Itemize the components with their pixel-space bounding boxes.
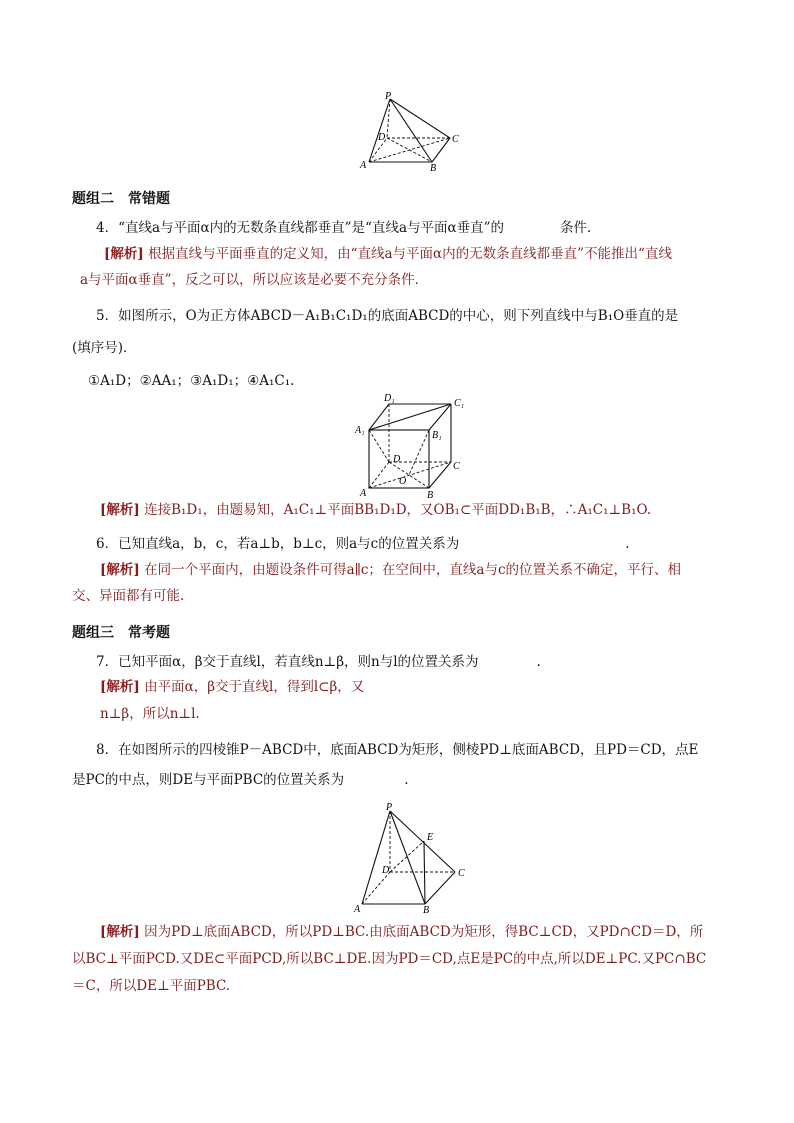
vertex-label-p: P	[386, 802, 393, 813]
vertex-label-c: C	[458, 868, 465, 879]
question-5-options: ①A₁D；②AA₁；③A₁D₁；④A₁C₁.	[88, 373, 295, 389]
question-7	[96, 653, 541, 671]
solution-text: 在同一个平面内，由题设条件可得a∥c；在空间中，直线a与c的位置关系不确定，平行、相	[144, 562, 682, 578]
solution-8-line-1	[100, 923, 703, 941]
group-heading: 题组三 常考题	[72, 625, 170, 641]
vertex-label-d1: D₁	[384, 393, 395, 404]
question-6	[96, 535, 630, 553]
solution-text: 连接B₁D₁，由题易知，A₁C₁⊥平面BB₁D₁D，又OB₁⊂平面DD₁B₁B，∴A₁C₁⊥B₁O.	[144, 502, 652, 518]
question-tail: .	[404, 772, 409, 788]
solution-4-line-1	[104, 245, 672, 263]
question-text: 7．已知平面α，β交于直线l，若直线n⊥β，则n与l的位置关系为	[96, 654, 479, 670]
solution-8-line-2: 以BC⊥平面PCD.又DE⊂平面PCD,所以BC⊥DE.因为PD＝CD,点E是PC的中点,所以DE⊥PC.又PC∩BC	[72, 951, 707, 967]
solution-7-line-1	[100, 678, 364, 696]
solution-6-line-2: 交、异面都有可能.	[72, 588, 185, 604]
midpoint-label-e: E	[427, 832, 434, 843]
question-text: 6．已知直线a，b，c，若a⊥b，b⊥c，则a与c的位置关系为	[96, 536, 460, 552]
question-tail: .	[536, 654, 541, 670]
vertex-label-d: D	[378, 132, 386, 143]
solution-8-line-3: ＝C，所以DE⊥平面PBC.	[72, 978, 231, 994]
question-8-line-2	[72, 771, 408, 789]
question-text: (填序号)．	[72, 340, 137, 356]
solution-5	[100, 501, 651, 519]
solution-label: [解析]	[100, 562, 140, 578]
question-5-line-2	[72, 339, 137, 357]
vertex-label-a: A	[360, 160, 367, 171]
vertex-label-c: C	[453, 461, 460, 472]
question-4	[96, 219, 601, 237]
cube-figure	[352, 392, 470, 504]
solution-text: 因为PD⊥底面ABCD，所以PD⊥BC.由底面ABCD为矩形，得BC⊥CD，又PD∩CD＝D，所	[144, 924, 704, 940]
solution-label: [解析]	[100, 502, 140, 518]
center-label-o: O	[399, 476, 407, 487]
question-text: 4．“直线a与平面α内的无数条直线都垂直”是“直线a与平面α垂直”的	[96, 220, 505, 236]
vertex-label-c: C	[452, 134, 459, 145]
solution-6-line-1	[100, 561, 681, 579]
vertex-label-a: A	[354, 904, 361, 915]
vertex-label-a1: A₁	[355, 425, 365, 436]
solution-label: [解析]	[100, 679, 140, 695]
vertex-label-c1: C₁	[454, 398, 465, 409]
pyramid-figure-1	[356, 92, 466, 174]
question-text: 是PC的中点，则DE与平面PBC的位置关系为	[72, 772, 345, 788]
question-8-line-1: 8．在如图所示的四棱锥P－ABCD中，底面ABCD为矩形，侧棱PD⊥底面ABCD，且PD＝CD，点E	[96, 742, 699, 758]
solution-text: 由平面α，β交于直线l，得到l⊂β，又	[144, 679, 365, 695]
solution-7-line-2: n⊥β，所以n⊥l.	[100, 706, 200, 722]
solution-label: [解析]	[100, 924, 140, 940]
question-5-line-1: 5．如图所示，O为正方体ABCD－A₁B₁C₁D₁的底面ABCD的中心，则下列直线中与B₁O垂直的是	[96, 308, 679, 324]
vertex-label-d: D	[382, 865, 390, 876]
solution-4-line-2: a与平面α垂直”，反之可以，所以应该是必要不充分条件．	[80, 272, 429, 288]
question-tail: 条件．	[560, 220, 601, 236]
vertex-label-p: P	[385, 92, 392, 102]
vertex-label-a: A	[360, 488, 367, 499]
pyramid-figure-2	[350, 800, 474, 918]
vertex-label-d: D	[393, 454, 401, 465]
vertex-label-b: B	[427, 490, 434, 501]
group-heading: 题组二 常错题	[72, 191, 170, 207]
question-tail: .	[625, 536, 630, 552]
solution-text: 根据直线与平面垂直的定义知，由“直线a与平面α内的无数条直线都垂直”不能推出“直线	[148, 246, 672, 262]
vertex-label-b1: B₁	[432, 430, 442, 441]
solution-label: [解析]	[104, 246, 144, 262]
vertex-label-b: B	[423, 905, 430, 916]
vertex-label-b: B	[430, 163, 437, 174]
